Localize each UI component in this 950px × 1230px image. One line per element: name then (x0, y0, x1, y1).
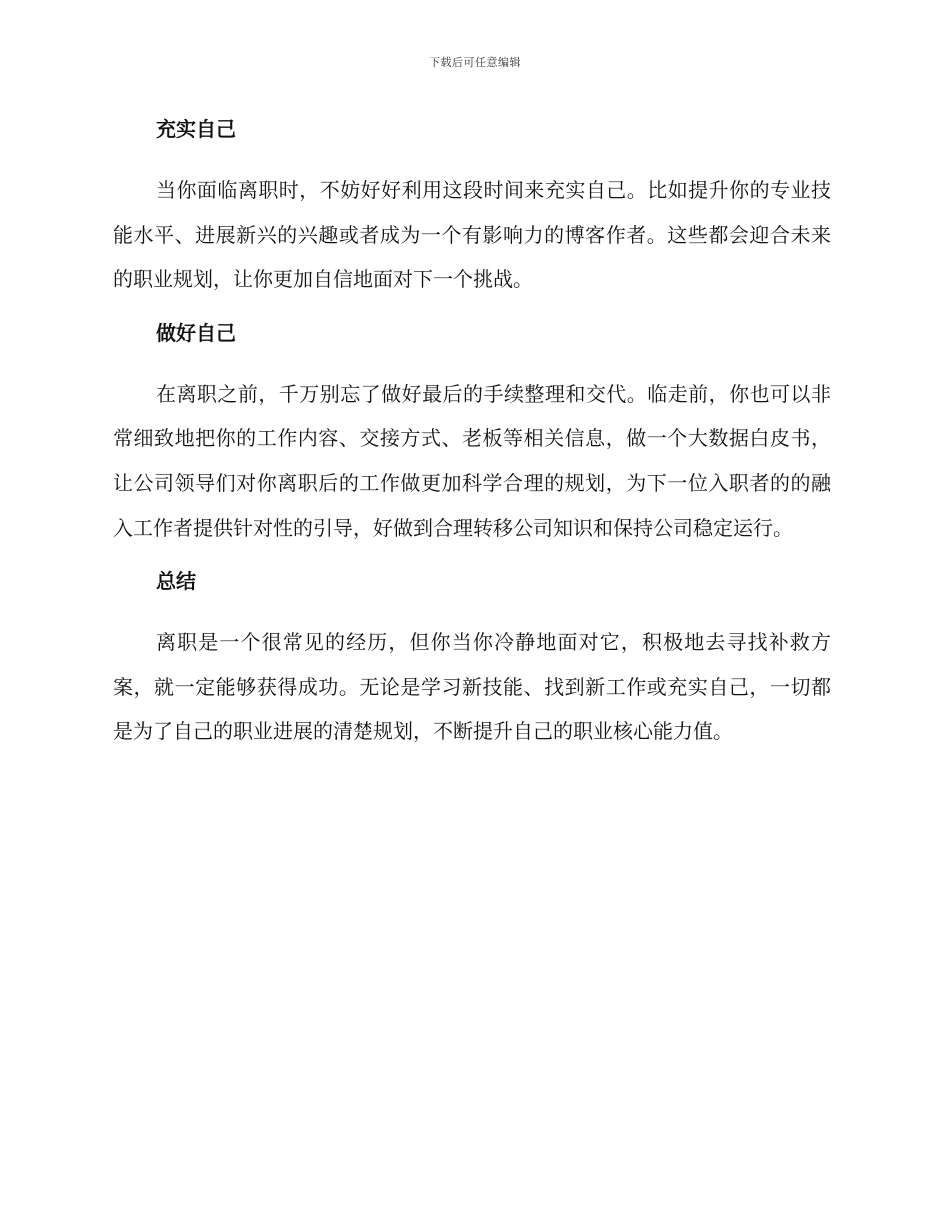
section-summary (113, 564, 831, 754)
section-paragraph: 离职是一个很常见的经历，但你当你冷静地面对它，积极地去寻找补救方案，就一定能够获得成功。无论是学习新技能、找到新工作或充实自己，一切都是为了自己的职业进展的清楚规划，不断提升自己的职业核心能力值。 (113, 630, 831, 744)
section-heading: 充实自己 (156, 117, 236, 141)
document-body (113, 112, 831, 754)
section-heading: 做好自己 (156, 320, 236, 345)
section-heading: 总结 (156, 569, 196, 594)
section-do-your-best (113, 316, 831, 564)
section-paragraph: 当你面临离职时，不妨好好利用这段时间来充实自己。比如提升你的专业技能水平、进展新兴的兴趣或者成为一个有影响力的博客作者。这些都会迎合未来的职业规划，让你更加自信地面对下一个挑战。 (113, 178, 831, 292)
section-enrich-yourself (113, 112, 831, 316)
page-header: 下载后可任意编辑 (429, 56, 521, 69)
section-paragraph: 在离职之前，千万别忘了做好最后的手续整理和交代。临走前，你也可以非常细致地把你的工作内容、交接方式、老板等相关信息，做一个大数据白皮书，让公司领导们对你离职后的工作做更加科学合理的规划，为下一位入职者的的融入工作者提供针对性的引导，好做到合理转移公司知识和保持公司稳定运行。 (113, 381, 831, 540)
